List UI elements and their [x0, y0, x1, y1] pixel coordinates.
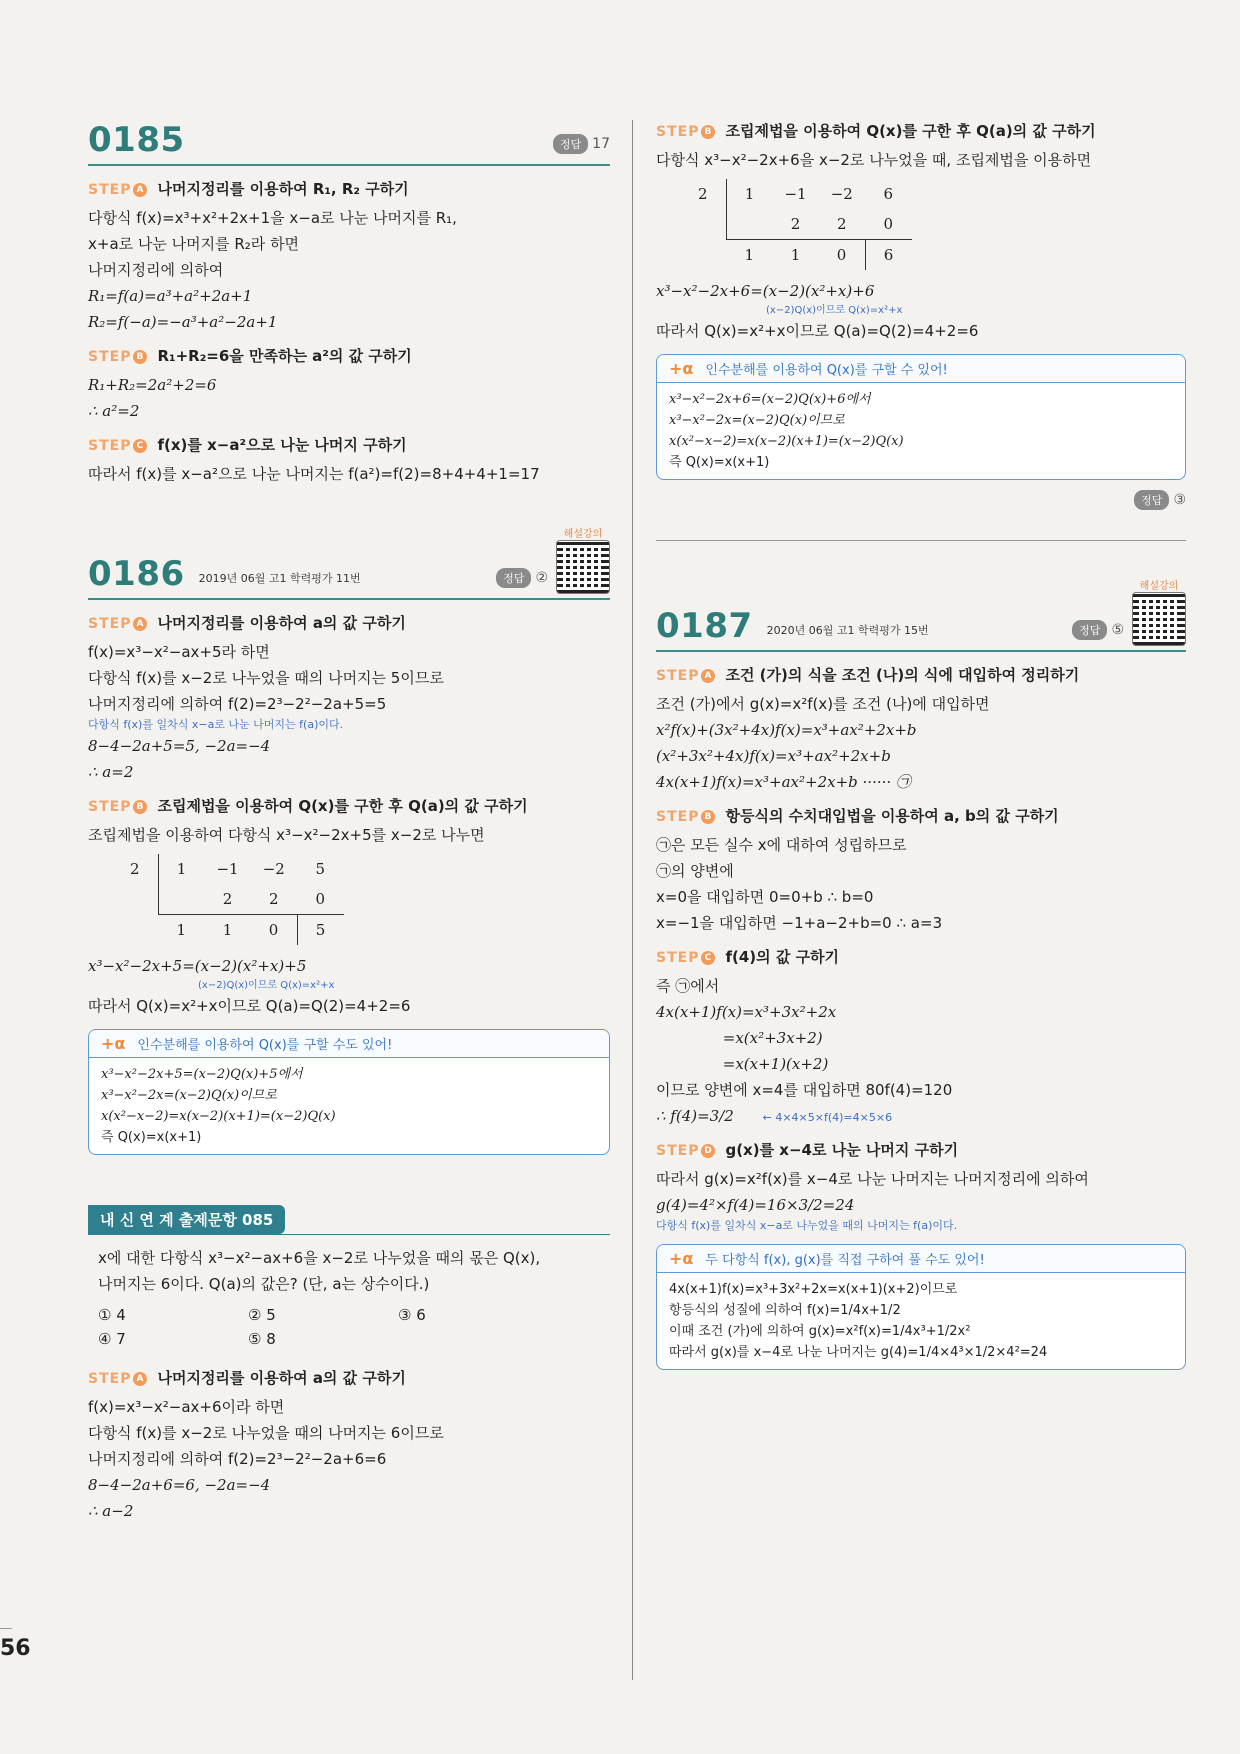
- text-line: 조건 (가)에서 g(x)=x²f(x)를 조건 (나)에 대입하면: [656, 695, 990, 713]
- step-a: [88, 1367, 610, 1388]
- text-line: 나머지정리에 의하여 f(2)=2³−2²−2a+6=6: [88, 1450, 387, 1468]
- step-title: 항등식의 수치대입법을 이용하여 a, b의 값 구하기: [725, 807, 1059, 825]
- problem-number: 0185: [88, 120, 185, 160]
- math-line: 항등식의 성질에 의하여 f(x)=1/4x+1/2: [669, 1303, 901, 1318]
- answer-tag: [1134, 490, 1186, 510]
- mid-cell: 2: [205, 884, 251, 915]
- step-title: g(x)를 x−4로 나눈 나머지 구하기: [725, 1141, 959, 1159]
- text-line: f(x)=x³−x²−ax+5라 하면: [88, 643, 270, 661]
- text-line: 조립제법을 이용하여 다항식 x³−x²−2x+5를 x−2로 나누면: [88, 826, 485, 844]
- left-column: [88, 120, 610, 1524]
- math-line: x(x²−x−2)=x(x−2)(x+1)=(x−2)Q(x): [101, 1109, 336, 1124]
- problem-source: 2020년 06월 고1 학력평가 15번: [766, 624, 929, 637]
- side-note: 다항식 f(x)를 일차식 x−a로 나누었을 때의 나머지는 f(a)이다.: [656, 1219, 958, 1232]
- step-d: [656, 1139, 1186, 1160]
- page-number: 56: [0, 1636, 31, 1661]
- plus-alpha-icon: +α: [669, 1249, 694, 1268]
- text-line: 다항식 f(x)=x³+x²+2x+1을 x−a로 나눈 나머지를 R₁,: [88, 209, 457, 227]
- math-line: =x(x²+3x+2): [656, 1029, 823, 1047]
- math-line: x³−x²−2x=(x−2)Q(x)이므로: [669, 413, 845, 428]
- problem-source: 2019년 06월 고1 학력평가 11번: [198, 572, 361, 585]
- answer-value: ③: [1173, 492, 1186, 508]
- answer-badge: 정답: [553, 134, 588, 154]
- plus-alpha-box: [656, 1244, 1186, 1370]
- math-result: ∴ f(4)=3/2: [656, 1107, 734, 1125]
- math-line: x(x²−x−2)=x(x−2)(x+1)=(x−2)Q(x): [669, 434, 904, 449]
- math-result: g(4)=4²×f(4)=16×3/2=24: [656, 1196, 855, 1214]
- choice-1[interactable]: ① 4: [98, 1306, 126, 1324]
- step-a: [88, 612, 610, 633]
- answer-badge: 정답: [496, 568, 531, 588]
- step-title: f(4)의 값 구하기: [725, 948, 840, 966]
- question-line: x에 대한 다항식 x³−x²−ax+6을 x−2로 나누었을 때의 몫은 Q(x),: [98, 1249, 541, 1267]
- answer-value: ⑤: [1111, 622, 1124, 638]
- text-line: 다항식 x³−x²−2x+6을 x−2로 나누었을 때, 조립제법을 이용하면: [656, 151, 1092, 169]
- problem-0187: [656, 577, 1186, 1370]
- choice-4[interactable]: ④ 7: [98, 1330, 126, 1348]
- mid-cell: 0: [865, 209, 912, 240]
- divisor-cell: 2: [680, 179, 726, 209]
- math-line: x³−x²−2x+6=(x−2)(x²+x)+6: [656, 282, 875, 300]
- math-line: R₂=f(−a)=−a³+a²−2a+1: [88, 313, 278, 331]
- answer-row: [656, 490, 1186, 516]
- qr-label: 해설강의: [563, 529, 603, 540]
- coef-cell: −2: [830, 185, 853, 203]
- problem-header: [88, 120, 610, 166]
- text-line: ㉠의 양변에: [656, 862, 734, 880]
- step-title: 조립제법을 이용하여 Q(x)를 구한 후 Q(a)의 값 구하기: [725, 122, 1096, 140]
- math-line: (x²+3x²+4x)f(x)=x³+ax²+2x+b: [656, 747, 891, 765]
- text-line: x=−1을 대입하면 −1+a−2+b=0 ∴ a=3: [656, 914, 943, 932]
- step-title: f(x)를 x−a²으로 나눈 나머지 구하기: [157, 436, 407, 454]
- step-tag: STEP A: [88, 182, 147, 198]
- answer-badge: 정답: [1134, 490, 1169, 510]
- text-line: 따라서 f(x)를 x−a²으로 나눈 나머지는 f(a²)=f(2)=8+4+4+1=17: [88, 465, 540, 483]
- plus-alpha-box: [88, 1029, 610, 1155]
- math-line: 4x(x+1)f(x)=x³+ax²+2x+b ······ ㉠: [656, 773, 911, 791]
- problem-header: [656, 577, 1186, 652]
- step-tag: STEP C: [656, 950, 715, 966]
- coef-cell: 1: [744, 185, 755, 203]
- result-cell: 1: [790, 246, 801, 264]
- math-line: x³−x²−2x+6=(x−2)Q(x)+6에서: [669, 392, 871, 407]
- plus-alpha-icon: +α: [669, 359, 694, 378]
- answer-value: ②: [535, 570, 548, 586]
- result-cell: 0: [268, 921, 279, 939]
- choice-5[interactable]: ⑤ 8: [248, 1330, 276, 1348]
- text-line: 즉 ㉠에서: [656, 977, 720, 995]
- result-cell: 1: [222, 921, 233, 939]
- problem-number: 0186: [88, 554, 185, 594]
- result-cell: 1: [176, 921, 187, 939]
- math-line: 8−4−2a+6=6, −2a=−4: [88, 1476, 271, 1494]
- step-title: 조건 (가)의 식을 조건 (나)의 식에 대입하여 정리하기: [725, 666, 1080, 684]
- column-divider: [632, 120, 633, 1680]
- plus-alpha-header: [89, 1030, 609, 1058]
- problem-header: [88, 525, 610, 600]
- math-line: 4x(x+1)f(x)=x³+3x²+2x: [656, 1003, 837, 1021]
- step-b: [656, 120, 1186, 141]
- mid-cell: [726, 209, 773, 240]
- step-title: R₁+R₂=6을 만족하는 a²의 값 구하기: [157, 347, 412, 365]
- math-line: 8−4−2a+5=5, −2a=−4: [88, 737, 271, 755]
- text-line: 따라서 Q(x)=x²+x이므로 Q(a)=Q(2)=4+2=6: [88, 997, 411, 1015]
- choice-2[interactable]: ② 5: [248, 1306, 276, 1324]
- math-line: ∴ a²=2: [88, 402, 140, 420]
- related-question-box: [88, 1234, 610, 1355]
- step-tag: STEP B: [88, 349, 147, 365]
- problem-0185-continued: [656, 120, 1186, 541]
- step-tag: STEP B: [656, 809, 715, 825]
- underbrace-note: (x−2)Q(x)이므로 Q(x)=x²+x: [198, 980, 335, 991]
- step-tag: STEP A: [88, 616, 147, 632]
- side-note: 다항식 f(x)를 일차식 x−a로 나눈 나머지는 f(a)이다.: [88, 718, 344, 731]
- video-lecture-qr[interactable]: [556, 525, 610, 594]
- step-b: [656, 805, 1186, 826]
- related-title: 내 신 연 계 출제문항 085: [88, 1205, 285, 1234]
- arrow-note: ← 4×4×5×f(4)=4×5×6: [762, 1111, 893, 1124]
- choice-3[interactable]: ③ 6: [398, 1306, 426, 1324]
- plus-alpha-body: [657, 383, 1185, 479]
- synthetic-division-table: [680, 179, 912, 270]
- divisor-cell: 2: [112, 854, 158, 884]
- result-line: [656, 1103, 1186, 1129]
- text-line: f(x)=x³−x²−ax+6이라 하면: [88, 1398, 285, 1416]
- math-line: ∴ a−2: [88, 1502, 134, 1520]
- coef-cell: 1: [176, 860, 187, 878]
- text-line: 이므로 양변에 x=4를 대입하면 80f(4)=120: [656, 1081, 953, 1099]
- result-cell: 0: [836, 246, 847, 264]
- text-line: 따라서 Q(x)=x²+x이므로 Q(a)=Q(2)=4+2=6: [656, 322, 979, 340]
- plus-alpha-body: [89, 1058, 609, 1154]
- coef-cell: −2: [262, 860, 285, 878]
- mid-cell: 2: [251, 884, 298, 915]
- underbrace-note: (x−2)Q(x)이므로 Q(x)=x²+x: [766, 305, 903, 316]
- step-tag: STEP C: [88, 438, 147, 454]
- math-line: x³−x²−2x+5=(x−2)Q(x)+5에서: [101, 1067, 303, 1082]
- coef-cell: 6: [883, 185, 894, 203]
- step-b: [88, 345, 610, 366]
- math-line: ∴ a=2: [88, 763, 134, 781]
- text-line: x+a로 나눈 나머지를 R₂라 하면: [88, 235, 300, 253]
- math-line: 이때 조건 (가)에 의하여 g(x)=x²f(x)=1/4x³+1/2x²: [669, 1324, 971, 1339]
- plus-alpha-header: [657, 1245, 1185, 1273]
- step-a: [88, 178, 610, 199]
- remainder-cell: 5: [297, 915, 344, 946]
- answer-tag: [1072, 620, 1124, 640]
- math-line: 즉 Q(x)=x(x+1): [669, 455, 770, 470]
- math-line: 4x(x+1)f(x)=x³+3x²+2x=x(x+1)(x+2)이므로: [669, 1282, 958, 1297]
- math-line: =x(x+1)(x+2): [656, 1055, 829, 1073]
- step-title: 나머지정리를 이용하여 a의 값 구하기: [157, 614, 406, 632]
- problem-number: 0187: [656, 606, 753, 646]
- right-column: [656, 120, 1186, 1380]
- step-title: 나머지정리를 이용하여 R₁, R₂ 구하기: [157, 180, 409, 198]
- step-tag: STEP D: [656, 1143, 715, 1159]
- answer-badge: 정답: [1072, 620, 1107, 640]
- step-tag: STEP A: [656, 668, 715, 684]
- mid-cell: 2: [819, 209, 866, 240]
- answer-tag: [553, 134, 610, 154]
- qr-label: 해설강의: [1139, 581, 1179, 592]
- math-line: 즉 Q(x)=x(x+1): [101, 1130, 202, 1145]
- text-line: x=0을 대입하면 0=0+b ∴ b=0: [656, 888, 874, 906]
- plus-alpha-title: 인수분해를 이용하여 Q(x)를 구할 수 있어!: [705, 363, 948, 378]
- step-a: [656, 664, 1186, 685]
- problem-0185: [88, 120, 610, 487]
- text-line: 다항식 f(x)를 x−2로 나누었을 때의 나머지는 6이므로: [88, 1424, 444, 1442]
- mid-cell: [158, 884, 205, 915]
- text-line: 다항식 f(x)를 x−2로 나누었을 때의 나머지는 5이므로: [88, 669, 444, 687]
- text-line: 나머지정리에 의하여 f(2)=2³−2²−2a+5=5: [88, 695, 387, 713]
- result-cell: 1: [744, 246, 755, 264]
- math-line: 따라서 g(x)를 x−4로 나눈 나머지는 g(4)=1/4×4³×1/2×4²=24: [669, 1345, 1048, 1360]
- math-line: R₁=f(a)=a³+a²+2a+1: [88, 287, 253, 305]
- math-line: x³−x²−2x=(x−2)Q(x)이므로: [101, 1088, 277, 1103]
- step-title: 나머지정리를 이용하여 a의 값 구하기: [157, 1369, 406, 1387]
- qr-code-icon[interactable]: [1132, 592, 1186, 646]
- answer-value: 17: [592, 136, 610, 152]
- plus-alpha-header: [657, 355, 1185, 383]
- math-line: R₁+R₂=2a²+2=6: [88, 376, 217, 394]
- question-line: 나머지는 6이다. Q(a)의 값은? (단, a는 상수이다.): [98, 1275, 430, 1293]
- section-divider: [656, 540, 1186, 541]
- result-line: [656, 1192, 1186, 1218]
- remainder-cell: 6: [865, 240, 912, 271]
- synthetic-division-table: [112, 854, 344, 945]
- math-line: x³−x²−2x+5=(x−2)(x²+x)+5: [88, 957, 307, 975]
- page-number-rule: [0, 1628, 12, 1629]
- text-line: ㉠은 모든 실수 x에 대하여 성립하므로: [656, 836, 907, 854]
- step-tag: STEP A: [88, 1371, 147, 1387]
- text-line: 따라서 g(x)=x²f(x)를 x−4로 나눈 나머지는 나머지정리에 의하여: [656, 1170, 1089, 1188]
- plus-alpha-box: [656, 354, 1186, 480]
- answer-choices: [98, 1303, 600, 1351]
- coef-cell: −1: [784, 185, 807, 203]
- text-line: 나머지정리에 의하여: [88, 261, 224, 279]
- coef-cell: 5: [315, 860, 326, 878]
- step-tag: STEP B: [88, 799, 147, 815]
- plus-alpha-title: 인수분해를 이용하여 Q(x)를 구할 수도 있어!: [137, 1038, 393, 1053]
- math-line: x²f(x)+(3x²+4x)f(x)=x³+ax²+2x+b: [656, 721, 917, 739]
- problem-0186: [88, 525, 610, 1155]
- related-problem: [88, 1165, 610, 1524]
- plus-alpha-body: [657, 1273, 1185, 1369]
- step-b: [88, 795, 610, 816]
- step-c: [88, 434, 610, 455]
- plus-alpha-icon: +α: [101, 1034, 126, 1053]
- step-title: 조립제법을 이용하여 Q(x)를 구한 후 Q(a)의 값 구하기: [157, 797, 528, 815]
- plus-alpha-title: 두 다항식 f(x), g(x)를 직접 구하여 풀 수도 있어!: [705, 1253, 985, 1268]
- answer-tag: [496, 568, 548, 588]
- video-lecture-qr[interactable]: [1132, 577, 1186, 646]
- coef-cell: −1: [216, 860, 239, 878]
- qr-code-icon[interactable]: [556, 540, 610, 594]
- step-tag: STEP B: [656, 124, 715, 140]
- mid-cell: 0: [297, 884, 344, 915]
- mid-cell: 2: [773, 209, 819, 240]
- step-c: [656, 946, 1186, 967]
